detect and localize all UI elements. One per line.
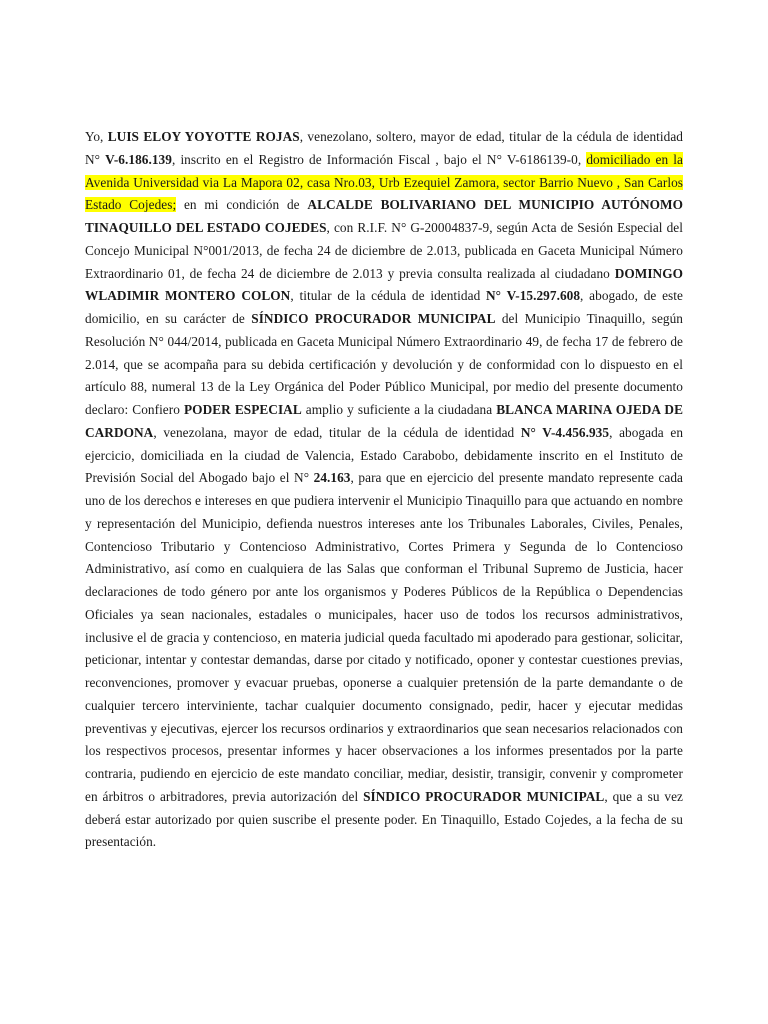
text-segment: amplio y suficiente a la ciudadana bbox=[301, 402, 497, 417]
consulted-citizen-id: N° V-15.297.608 bbox=[486, 288, 581, 304]
text-segment: Yo, bbox=[85, 129, 108, 144]
power-of-attorney-paragraph bbox=[85, 126, 683, 854]
text-segment: , venezolana, mayor de edad, titular de la cédula de identidad bbox=[153, 424, 521, 440]
grantor-name: LUIS ELOY YOYOTTE ROJAS bbox=[107, 129, 300, 144]
text-segment: en mi condición de bbox=[176, 197, 308, 213]
document-page bbox=[85, 126, 683, 854]
sindico-title: SÍNDICO PROCURADOR MUNICIPAL bbox=[251, 311, 496, 326]
attorney-id-number: N° V-4.456.935 bbox=[520, 424, 610, 440]
text-segment: , abogado, de este domicilio, en su carácter de bbox=[85, 288, 683, 326]
inpreabogado-number: 24.163 bbox=[313, 470, 351, 486]
text-segment: , titular de la cédula de identidad bbox=[290, 288, 487, 304]
grantor-title: ALCALDE BOLIVARIANO DEL MUNICIPIO AUTÓNOMO TINAQUILLO DEL ESTADO COJEDES bbox=[85, 197, 683, 235]
text-segment: , con R.I.F. N° G-20004837-9, según Acta de Sesión Especial del Concejo Municipal N°001/2013, de fecha 24 de diciembre de 2.013, publicada en Gaceta Municipal Número Extraordinario 01, de fecha 24 de diciembre de 2.013 y previa consulta realizada al ciudadano bbox=[85, 220, 683, 281]
grantor-id-number: V-6.186.139 bbox=[105, 151, 172, 167]
consulted-citizen-name: DOMINGO WLADIMIR MONTERO COLON bbox=[85, 265, 683, 304]
text-segment: , para que en ejercicio del presente mandato represente cada uno de los derechos e intereses en que pudiera intervenir el Municipio Tinaquillo para que actuando en nombre y representación del Municipio, defienda nuestros intereses ante los Tribunales Laborales, Civiles, Penales, Contencioso Tributario y Contencioso Administrativo, Cortes Primera y Segunda de lo Contencioso Administrativo, así como en cualquiera de las Salas que conforman el Tribunal Supremo de Justicia, hacer declaraciones de todo género por ante los organismos y Poderes Públicos de la República o Dependencias Oficiales ya sean nacionales, estadales o municipales, hacer uso de todos los recursos administrativos, inclusive el de gracia y contencioso, en materia judicial queda facultado mi apoderado para gestionar, solicitar, peticionar, intentar y contestar demandas, darse por citado y notificado, oponer y contestar cuestiones previas, reconvenciones, promover y evacuar pruebas, oponerse a cualquier pretensión de la parte demandante o de cualquier tercero interviniente, tachar cualquier documento consignado, pedir, hacer y ejecutar medidas preventivas y ejecutivas, ejercer los recursos ordinarios y extraordinarios que sean necesarios relacionados con los respectivos procesos, presentar informes y hacer observaciones a los informes presentados por la parte contraria, pudiendo en ejercicio de este mandato conciliar, mediar, desistir, transigir, convenir y comprometer en árbitros o arbitradores, previa autorización del bbox=[85, 470, 684, 804]
text-segment: , inscrito en el Registro de Información Fiscal , bajo el N° V-6186139-0, bbox=[171, 151, 587, 167]
highlighted-address: domiciliado en la Avenida Universidad via La Mapora 02, casa Nro.03, Urb Ezequiel Zamora, sector Barrio Nuevo , San Carlos Estado Cojedes; bbox=[85, 151, 683, 213]
power-type: PODER ESPECIAL bbox=[184, 402, 302, 417]
text-segment: del Municipio Tinaquillo, según Resolución N° 044/2014, publicada en Gaceta Municipal Número Extraordinario 49, de fecha 17 de febrero de 2.014, que se acompaña para su debida certificación y devolución y de conformidad con lo dispuesto en el artículo 88, numeral 13 de la Ley Orgánica del Poder Público Municipal, por medio del presente documento declaro: Confiero bbox=[85, 311, 683, 417]
sindico-title-closing: SÍNDICO PROCURADOR MUNICIPAL bbox=[363, 788, 605, 804]
text-segment: , abogada en ejercicio, domiciliada en la ciudad de Valencia, Estado Carabobo, debidamente inscrito en el Instituto de Previsión Social del Abogado bajo el N° bbox=[85, 424, 684, 486]
attorney-name: BLANCA MARINA OJEDA DE CARDONA bbox=[85, 402, 683, 440]
text-segment: , venezolano, soltero, mayor de edad, titular de la cédula de identidad N° bbox=[85, 129, 683, 167]
text-segment: , que a su vez deberá estar autorizado por quien suscribe el presente poder. En Tinaquillo, Estado Cojedes, a la fecha de su presentación. bbox=[85, 788, 683, 850]
